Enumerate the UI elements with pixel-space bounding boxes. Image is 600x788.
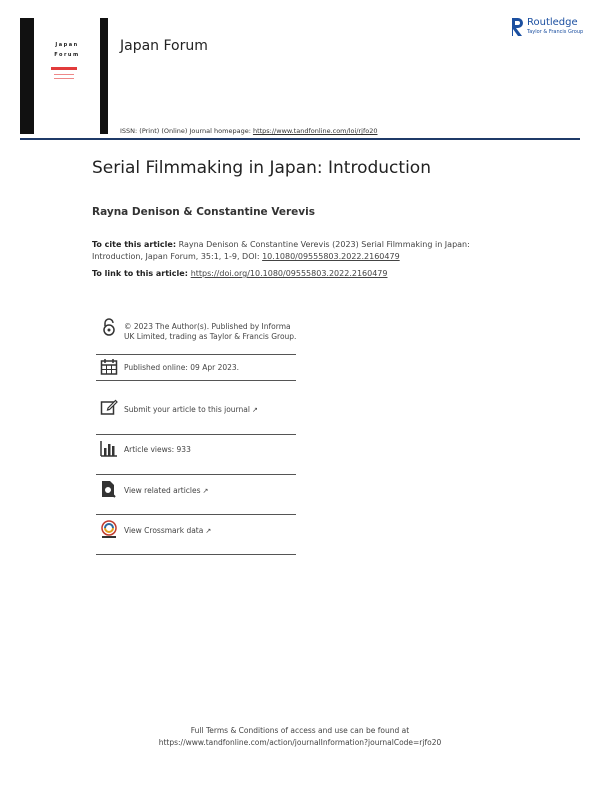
- cite-text-line1: Rayna Denison & Constantine Verevis (2023) Serial Filmmaking in Japan:: [176, 240, 470, 249]
- license-text: © 2023 The Author(s). Published by Informa UK Limited, trading as Taylor & Francis Group.: [124, 322, 297, 341]
- publisher-logo-subtitle: Taylor & Francis Group: [527, 29, 584, 35]
- related-articles-text: View related articles: [124, 486, 201, 495]
- external-link-icon: ↗: [205, 527, 212, 535]
- submit-article-link[interactable]: [124, 405, 299, 415]
- footer-terms-url[interactable]: https://www.tandfonline.com/action/journalInformation?journalCode=rjfo20: [158, 738, 442, 747]
- views-row: [96, 436, 296, 475]
- header-divider: [20, 138, 580, 140]
- issn-line: [120, 127, 378, 135]
- license-row: [96, 318, 296, 355]
- cover-title-line1: Japan: [55, 42, 79, 48]
- publisher-logo-name: Routledge: [527, 17, 578, 28]
- crossmark-icon: [100, 520, 118, 538]
- document-search-icon: [100, 480, 118, 498]
- cover-title-line2: Forum: [54, 52, 80, 58]
- link-to-article: [92, 268, 512, 280]
- crossmark-row[interactable]: [96, 516, 296, 555]
- crossmark-link[interactable]: [124, 526, 299, 536]
- journal-cover-thumbnail: [20, 18, 108, 134]
- cite-label: To cite this article:: [92, 240, 177, 249]
- article-title: Serial Filmmaking in Japan: Introduction: [92, 158, 431, 178]
- routledge-logo-icon: [510, 17, 524, 37]
- footer-terms-text: Full Terms & Conditions of access and use can be found at: [190, 726, 410, 735]
- cover-red-bar: [51, 67, 77, 70]
- crossmark-text: View Crossmark data: [124, 526, 204, 535]
- cite-text-line2: Introduction, Japan Forum, 35:1, 1-9, DOI:: [92, 252, 263, 261]
- issn-text: ISSN: (Print) (Online) Journal homepage:: [120, 127, 253, 135]
- calendar-icon: [100, 358, 118, 376]
- submit-article-text: Submit your article to this journal: [124, 405, 250, 414]
- journal-title: Japan Forum: [120, 38, 208, 54]
- published-row: [96, 356, 296, 381]
- related-row[interactable]: [96, 476, 296, 515]
- published-date-text: Published online: 09 Apr 2023.: [124, 363, 240, 372]
- related-articles-link[interactable]: [124, 486, 299, 496]
- article-views-text: Article views: 933: [124, 445, 191, 454]
- external-link-icon: ↗: [202, 487, 209, 495]
- journal-homepage-link[interactable]: https://www.tandfonline.com/loi/rjfo20: [252, 127, 378, 135]
- article-doi-url-link[interactable]: https://doi.org/10.1080/09555803.2022.2160479: [190, 269, 388, 278]
- doi-link[interactable]: 10.1080/09555803.2022.2160479: [262, 252, 400, 261]
- bar-chart-icon: [100, 440, 118, 458]
- edit-icon: [100, 398, 118, 416]
- link-label: To link to this article:: [92, 269, 191, 278]
- cite-this-article: [92, 239, 512, 263]
- article-authors: Rayna Denison & Constantine Verevis: [92, 206, 315, 218]
- open-access-lock-icon: [100, 318, 118, 336]
- external-link-icon: ↗: [251, 406, 258, 414]
- submit-row[interactable]: [96, 396, 296, 435]
